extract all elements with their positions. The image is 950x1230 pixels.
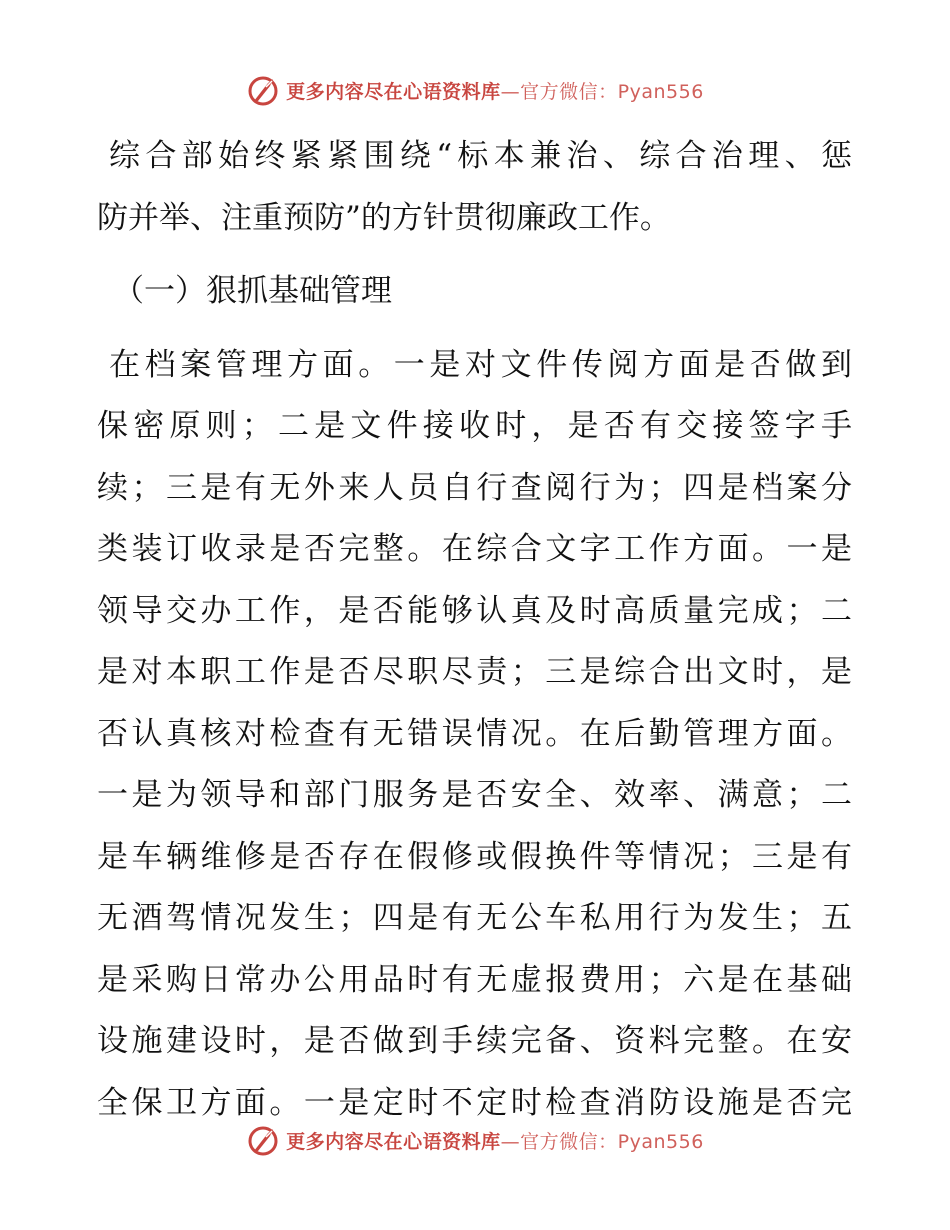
text-line: 续；三是有无外来人员自行查阅行为；四是档案分 bbox=[97, 469, 852, 506]
management-paragraph bbox=[97, 335, 852, 1135]
text-line: 领导交办工作，是否能够认真及时高质量完成；二 bbox=[97, 592, 852, 629]
text-line: 无酒驾情况发生；四是有无公车私用行为发生；五 bbox=[97, 900, 852, 936]
watermark-dash: — bbox=[500, 80, 521, 103]
watermark-suffix: 官方微信：Pyan556 bbox=[520, 80, 704, 103]
text-line: 设施建设时，是否做到手续完备、资料完整。在安 bbox=[97, 1023, 852, 1059]
watermark-dash: — bbox=[500, 1130, 521, 1153]
text-line: 是采购日常办公用品时有无虚报费用；六是在基础 bbox=[97, 961, 852, 998]
text-line: 是车辆维修是否存在假修或假换件等情况；三是有 bbox=[97, 838, 852, 875]
document-body bbox=[97, 126, 852, 1134]
quill-logo-icon bbox=[246, 73, 280, 107]
text-line: 否认真核对检查有无错误情况。在后勤管理方面。 bbox=[97, 715, 852, 752]
text-line: 是对本职工作是否尽职尽责；三是综合出文时，是 bbox=[97, 654, 852, 690]
watermark-main: 更多内容尽在心语资料库 bbox=[286, 1130, 501, 1153]
watermark-text bbox=[286, 77, 704, 104]
watermark-text bbox=[286, 1127, 704, 1154]
section-heading: （一）狠抓基础管理 bbox=[113, 273, 392, 309]
footer-watermark bbox=[0, 1120, 950, 1160]
intro-paragraph bbox=[97, 126, 852, 249]
header-watermark bbox=[0, 70, 950, 110]
text-line: 在档案管理方面。一是对文件传阅方面是否做到 bbox=[109, 346, 852, 383]
watermark-suffix: 官方微信：Pyan556 bbox=[520, 1130, 704, 1153]
text-line: 全保卫方面。一是定时不定时检查消防设施是否完 bbox=[97, 1084, 852, 1121]
quill-logo-icon bbox=[246, 1123, 280, 1157]
text-line: 一是为领导和部门服务是否安全、效率、满意；二 bbox=[97, 777, 852, 813]
text-line: 防并举、注重预防”的方针贯彻廉政工作。 bbox=[97, 199, 671, 236]
text-line: 保密原则；二是文件接收时，是否有交接签字手 bbox=[97, 408, 852, 444]
watermark-main: 更多内容尽在心语资料库 bbox=[286, 80, 501, 103]
text-line: 综合部始终紧紧围绕“标本兼治、综合治理、惩 bbox=[109, 138, 852, 174]
text-line: 类装订收录是否完整。在综合文字工作方面。一是 bbox=[97, 531, 852, 567]
